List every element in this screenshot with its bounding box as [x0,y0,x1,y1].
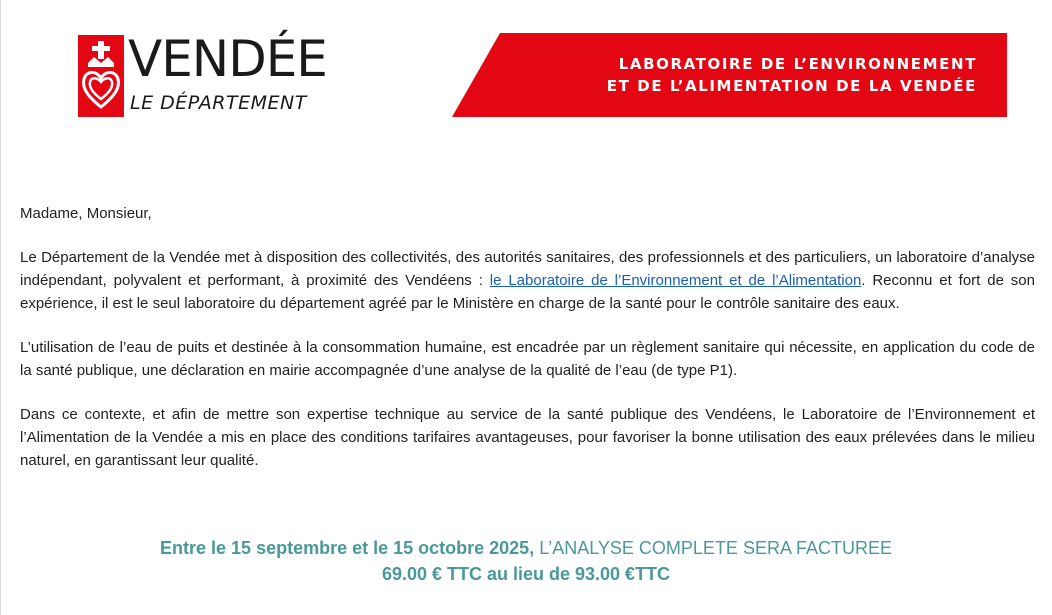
paragraph-context: Dans ce contexte, et afin de mettre son expertise technique au service de la santé publique des Vendéens, le Laboratoire de l’Environnement et l’Alimentation de la Vendée a mis en place des conditions tarifaires avantageuses, pour favoriser la bonne utilisation des eaux prélevées dans le milieu naturel, en garantissant leur qualité. [20,406,1035,469]
paragraph-intro [20,246,1035,315]
offer-line-1 [0,535,1052,561]
logo-title: VENDÉE [128,30,327,88]
offer-price: 69.00 € TTC au lieu de 93.00 €TTC [381,564,671,584]
paragraph-intro-text-end: . Reconnu et fort de son expérience, il est le seul laboratoire du département agréé par le Ministère en charge de la santé pour le contrôle sanitaire des eaux. [20,272,1035,312]
paragraph-intro-text: Le Département de la Vendée met à disposition des collectivités, des autorités sanitaires, des professionnels et des particuliers, un laboratoire d’analyse indépendant, polyvalent et performant, à proximité des Vendéens : [20,249,1035,289]
lab-link[interactable]: le Laboratoire de l’Environnement et de l’Alimentation [489,272,862,289]
vendee-heart-crest-icon [78,35,124,117]
vendee-logo [78,30,338,120]
banner-line-2: ET DE L’ALIMENTATION DE LA VENDÉE [606,77,977,95]
paragraph-regulation: L’utilisation de l’eau de puits et destinée à la consommation humaine, est encadrée par un règlement sanitaire qui nécessite, en application du code de la santé publique, une déclaration en mairie accompagnée d’une analyse de la qualité de l’eau (de type P1). [20,339,1035,379]
logo-subtitle: LE DÉPARTEMENT [130,92,307,114]
offer-dates: Entre le 15 septembre et le 15 octobre 2025, [160,538,535,558]
offer-label: L’ANALYSE COMPLETE SERA FACTUREE [534,538,892,558]
lab-banner [452,33,1007,117]
banner-line-1: LABORATOIRE DE L’ENVIRONNEMENT [618,55,977,73]
offer-line-2 [0,561,1052,587]
greeting: Madame, Monsieur, [20,205,152,222]
page-border [0,0,1,615]
offer-block [0,535,1052,587]
letter-body [20,202,1035,493]
